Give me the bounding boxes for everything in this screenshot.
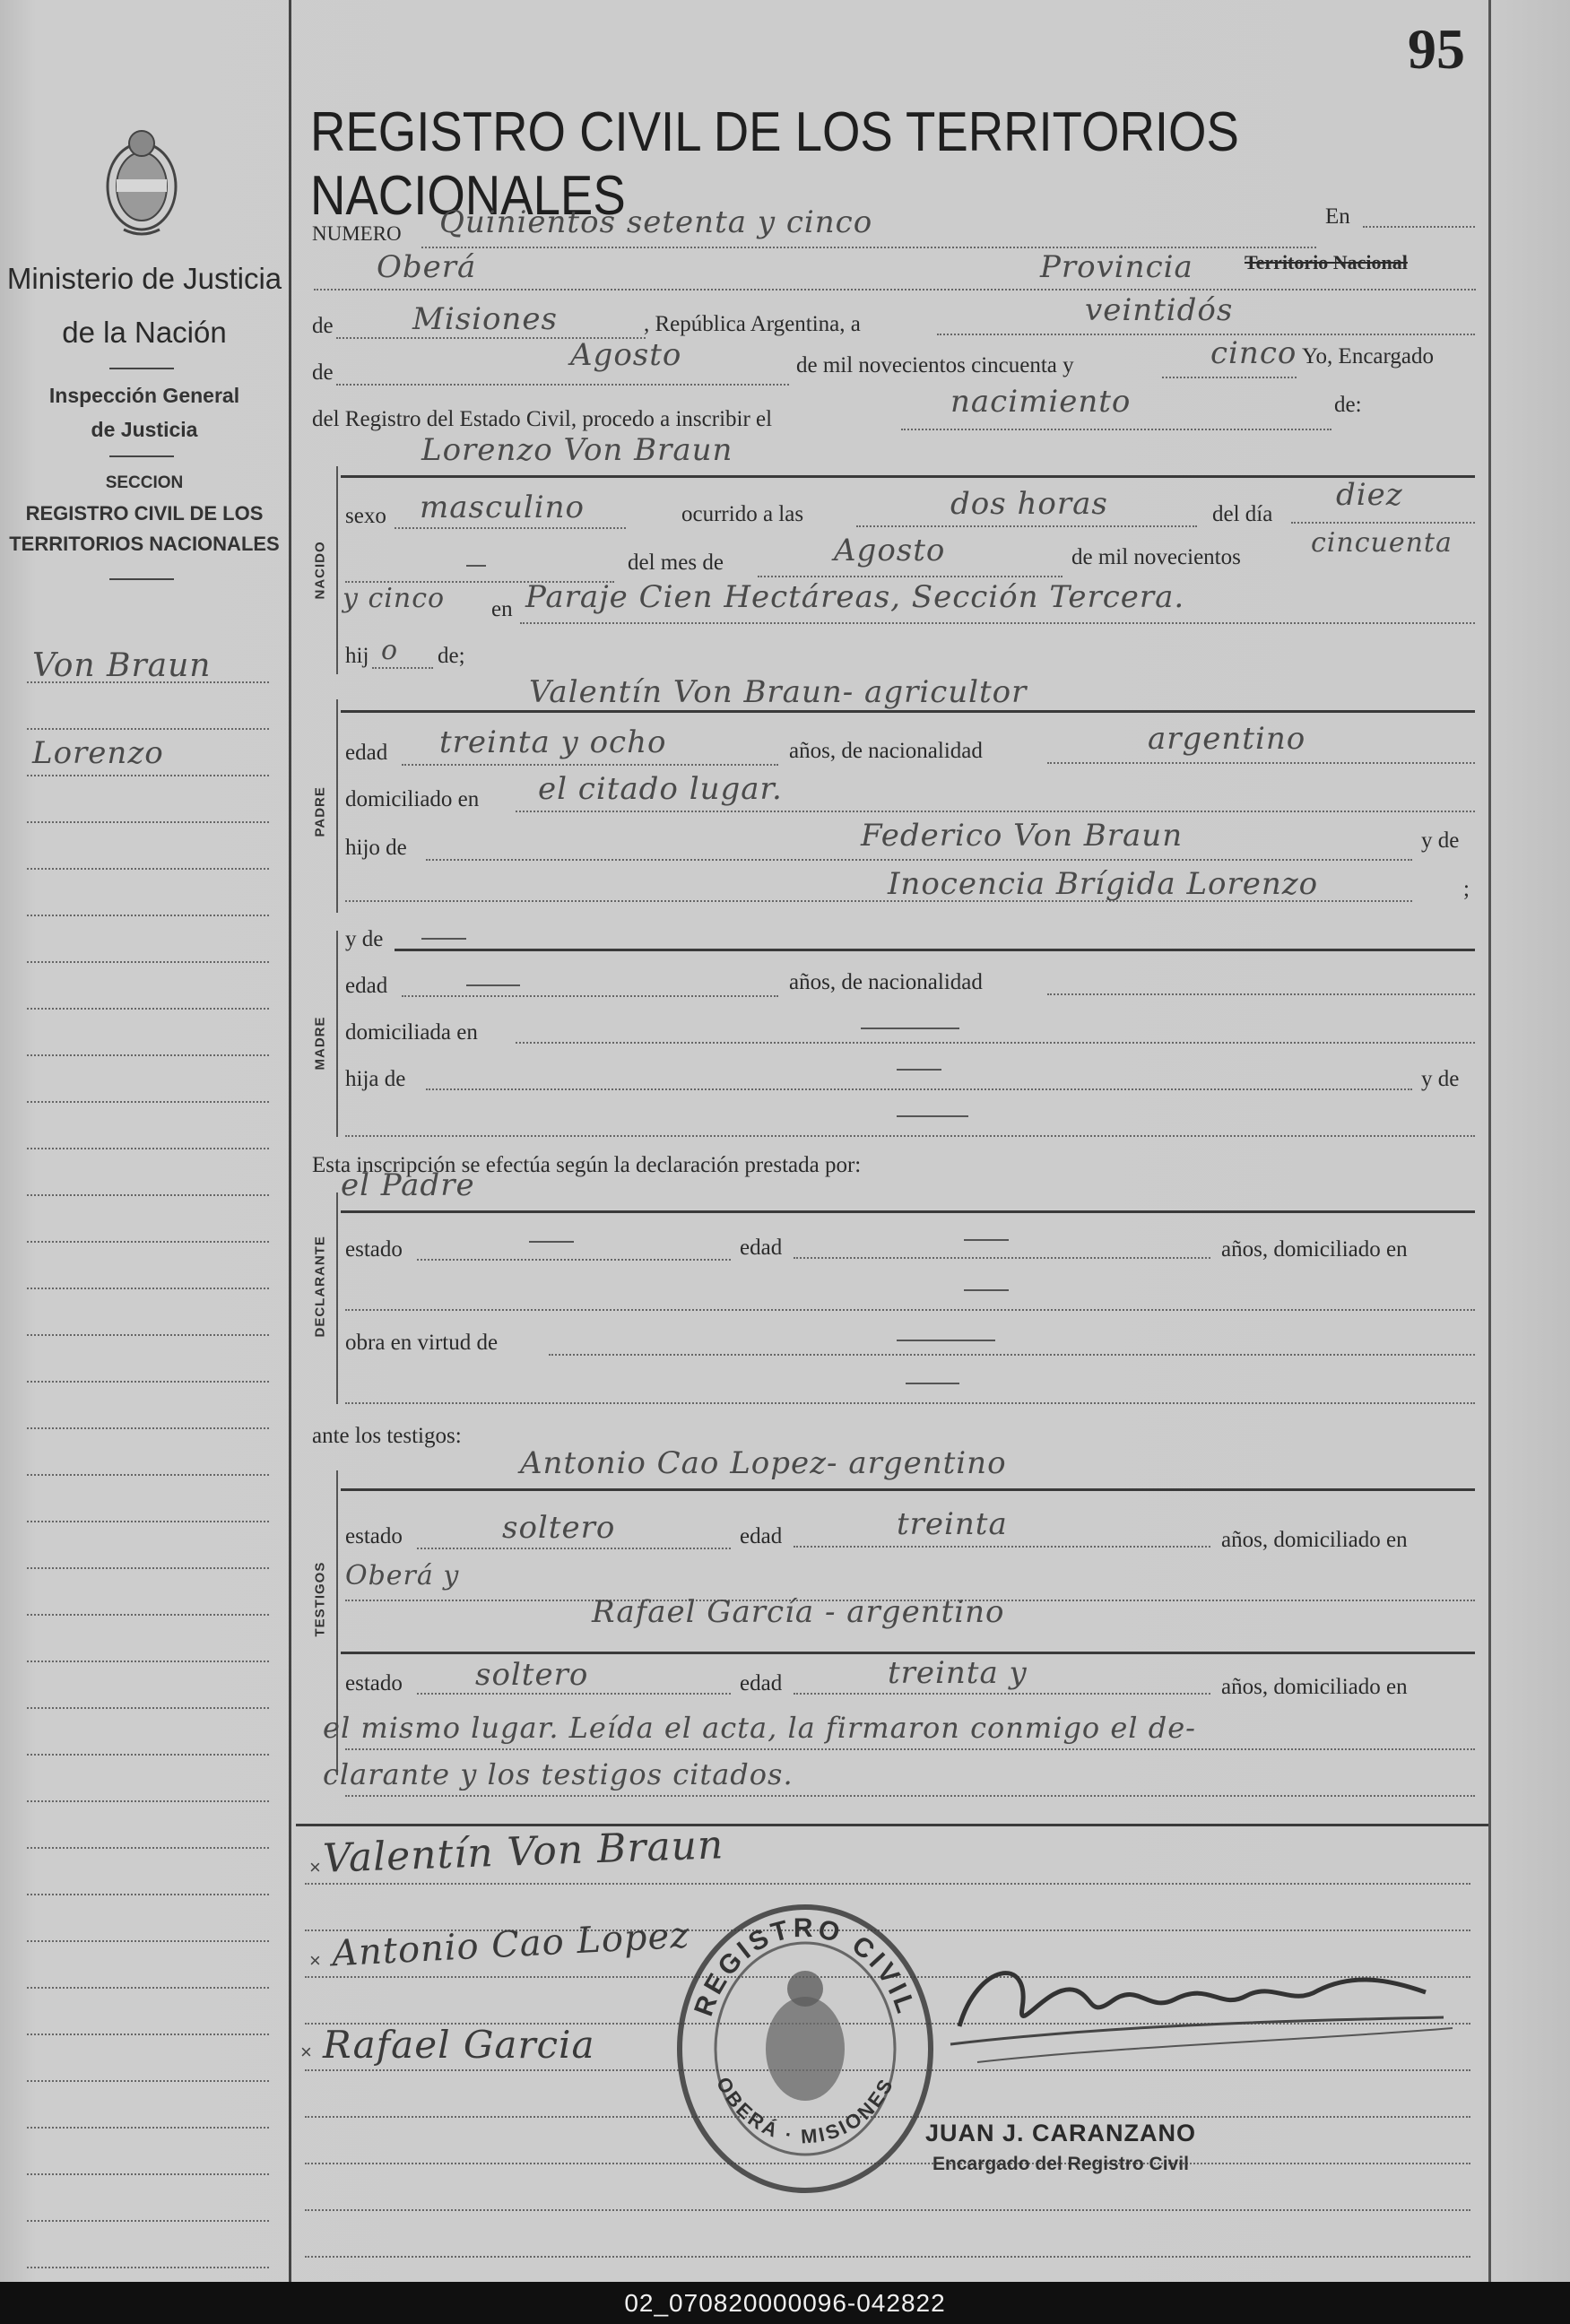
nacido-name: Lorenzo Von Braun [421, 432, 733, 468]
hora-line [856, 525, 1197, 527]
sidebar-rule-line [27, 1334, 269, 1336]
padre-padre-name: Federico Von Braun [861, 818, 1184, 854]
padre-domiciliado-label: domiciliado en [345, 787, 480, 811]
coat-of-arms-icon [97, 124, 186, 240]
provincia-value: Provincia [1040, 249, 1193, 285]
month-line [336, 384, 789, 386]
sidebar-rule-line [27, 1194, 269, 1196]
testigo-2-estado-line [417, 1693, 731, 1695]
encargado-label: Yo, Encargado [1302, 344, 1434, 369]
testigos-intro: ante los testigos: [312, 1424, 462, 1448]
page-title: REGISTRO CIVIL DE LOS TERRITORIOS NACIONALES [310, 101, 1239, 227]
testigo-1-estado-line [417, 1548, 731, 1549]
padre-section-label: PADRE [312, 786, 328, 837]
hijo-value: o [381, 635, 399, 666]
testigo-2-edad-line [794, 1693, 1210, 1695]
hijo-line [372, 667, 433, 669]
signature-declarante: Valentín Von Braun [322, 1822, 725, 1882]
declarante-edad-dash [964, 1239, 1009, 1241]
padre-y-de-label: y de [1421, 828, 1460, 853]
madre-nacionalidad-label: años, de nacionalidad [789, 970, 983, 994]
padre-nacionalidad-value: argentino [1148, 721, 1306, 757]
hijo-de-label: de; [438, 644, 465, 668]
sidebar-rule-line [27, 681, 269, 683]
sidebar-rule-line [27, 1800, 269, 1802]
seal-text-top: REGISTRO CIVIL [689, 1913, 922, 2020]
section-line-1: SECCION [105, 473, 184, 492]
mes-label: del mes de [628, 551, 724, 575]
signature-rule-line [305, 2209, 1470, 2211]
act-value: nacimiento [950, 384, 1132, 420]
declarante-edad-line [794, 1257, 1210, 1259]
section-line-2: REGISTRO CIVIL DE LOS [25, 502, 264, 525]
madre-domiciliada-line [516, 1042, 1475, 1044]
mes-line [758, 576, 1063, 577]
madre-name-dash [421, 938, 466, 940]
inspection-line-2: de Justicia [91, 418, 198, 441]
inspection-line-1: Inspección General [48, 384, 240, 407]
testigo-1-edad-value: treinta [897, 1506, 1008, 1542]
declarante-name: el Padre [341, 1167, 475, 1203]
sidebar-rule-line [27, 821, 269, 823]
nacido-section-label: NACIDO [312, 541, 328, 600]
testigo-2-edad-value: treinta y [888, 1655, 1028, 1691]
officer-signature-text [1040, 1967, 1098, 1980]
officer-name: JUAN J. CARANZANO [925, 2120, 1197, 2146]
madre-hija-de-label: hija de [345, 1067, 406, 1091]
padre-semicolon: ; [1463, 877, 1470, 901]
sidebar-rule-line [27, 2080, 269, 2082]
sidebar-rule-line [27, 2034, 269, 2035]
numero-value: Quinientos setenta y cinco [439, 204, 873, 240]
sidebar-rule-line [27, 1148, 269, 1149]
testigo-1-edad-line [794, 1546, 1210, 1548]
anio-value: cincuenta [1311, 527, 1453, 559]
de-label-2: de [312, 360, 334, 385]
day-line [937, 334, 1475, 335]
place-line [314, 289, 1476, 290]
madre-name-line [395, 949, 1475, 951]
nacido-bracket [336, 466, 338, 674]
day-value: veintidós [1085, 292, 1234, 328]
declarante-intro: Esta inscripción se efectúa según la declaración prestada por: [312, 1153, 862, 1177]
declarante-anios-label: años, domiciliado en [1221, 1237, 1408, 1262]
ministry-line-1: Ministerio de Justicia [6, 262, 282, 295]
mes-pre-dash [466, 565, 486, 567]
scan-id-footer: 02_070820000096-042822 [0, 2282, 1570, 2324]
declarante-estado-label: estado [345, 1237, 403, 1262]
en-line [1363, 226, 1475, 228]
sidebar-rule-line [27, 1754, 269, 1756]
testigo-2-anios-label: años, domiciliado en [1221, 1675, 1408, 1699]
padre-hijo-de-label: hijo de [345, 836, 407, 860]
signature-rule-line [305, 2256, 1470, 2258]
testigo-1-estado-value: soltero [502, 1510, 616, 1546]
section-line-3: TERRITORIOS NACIONALES [9, 533, 280, 555]
declarante-dom-line [345, 1309, 1475, 1311]
madre-y-de-label-2: y de [1421, 1067, 1460, 1091]
declarante-dom-dash [964, 1289, 1009, 1291]
nacido-name-line [341, 475, 1475, 478]
sexo-value: masculino [420, 490, 585, 525]
page-number: 95 [1408, 17, 1465, 81]
territorio-label: Territorio Nacional [1245, 251, 1408, 273]
hora-value: dos horas [950, 486, 1108, 522]
sexo-line [395, 527, 626, 529]
sidebar-rule-line [27, 961, 269, 963]
padre-domiciliado-line [516, 811, 1475, 812]
anio-value-2: y cinco [343, 583, 446, 614]
declarante-bracket [336, 1192, 338, 1404]
sidebar-rule-line [27, 1381, 269, 1383]
madre-last-line [345, 1135, 1475, 1137]
numero-label: NUMERO [312, 222, 402, 245]
madre-last-dash [897, 1115, 968, 1117]
sidebar-rule-line [27, 2267, 269, 2268]
declarante-last-dash [906, 1383, 959, 1384]
sig-mark-3: × [300, 2041, 312, 2063]
dia-label: del día [1212, 502, 1273, 526]
padre-bracket [336, 699, 338, 913]
testigo-1-name: Antonio Cao Lopez- argentino [520, 1445, 1007, 1481]
testigo-1-name-line [341, 1488, 1475, 1491]
testigo-1-dom-value: Oberá y [345, 1560, 460, 1591]
sidebar-divider [289, 0, 291, 2282]
padre-domiciliado-value: el citado lugar. [538, 771, 783, 807]
seal-text-bottom: OBERÁ · MISIONES [711, 2073, 898, 2148]
sidebar-rule-line [27, 1008, 269, 1010]
sidebar-rule-line [27, 1521, 269, 1522]
sidebar-rule-3 [109, 578, 174, 580]
testigo-2-estado-value: soltero [475, 1657, 589, 1693]
sidebar-rule-line [27, 2127, 269, 2129]
sidebar-rule-line [27, 1661, 269, 1662]
en-label: En [1325, 204, 1350, 229]
sidebar-rule-line [27, 2220, 269, 2222]
lugar-value: Paraje Cien Hectáreas, Sección Tercera. [525, 579, 1185, 615]
testigo-2-name: Rafael García - argentino [592, 1594, 1005, 1630]
declarante-obra-label: obra en virtud de [345, 1331, 499, 1355]
sig-mark-1: × [309, 1856, 321, 1878]
testigo-2-name-line [341, 1652, 1475, 1654]
padre-name-line [341, 710, 1475, 713]
sidebar-rule-line [27, 2173, 269, 2175]
sidebar-rule-line [27, 775, 269, 776]
madre-domiciliada-dash [861, 1028, 959, 1029]
padre-madre-name: Inocencia Brígida Lorenzo [888, 866, 1319, 902]
officer-signature-icon [924, 1928, 1462, 2080]
month-value: Agosto [570, 337, 682, 373]
madre-edad-label: edad [345, 974, 388, 998]
sidebar-rule-line [27, 1847, 269, 1849]
right-edge-line [1488, 0, 1491, 2282]
sidebar-rule-2 [109, 455, 174, 457]
signature-area-top [296, 1824, 1488, 1826]
lugar-line [520, 622, 1475, 624]
padre-nacionalidad-line [1047, 762, 1475, 764]
sidebar-rule-line [27, 1474, 269, 1476]
place-value: Oberá [377, 249, 477, 285]
madre-section-label: MADRE [312, 1016, 328, 1071]
republica-label: , República Argentina, a [644, 312, 861, 336]
sig-mark-2: × [309, 1949, 321, 1972]
closing-line-2-rule [345, 1795, 1475, 1797]
signature-rule-line [305, 1883, 1470, 1885]
padre-nacionalidad-label: años, de nacionalidad [789, 739, 983, 763]
officer-title: Encargado del Registro Civil [932, 2154, 1189, 2174]
year-value: cinco [1210, 335, 1297, 371]
ocurrido-label: ocurrido a las [681, 502, 804, 526]
closing-line-2: clarante y los testigos citados. [323, 1757, 794, 1791]
act-line [901, 429, 1331, 430]
sidebar-rule-line [27, 915, 269, 916]
province-value: Misiones [412, 301, 558, 337]
padre-edad-line [402, 764, 778, 766]
sidebar-rule-1 [109, 368, 174, 369]
de-label-1: de [312, 314, 334, 338]
sidebar-rule-line [27, 1241, 269, 1243]
madre-hija-de-dash [897, 1069, 941, 1071]
padre-name: Valentín Von Braun- agricultor [529, 674, 1028, 710]
signature-witness-1: Antonio Cao Lopez [331, 1914, 691, 1975]
closing-line-1: el mismo lugar. Leída el acta, la firmaron conmigo el de- [323, 1711, 1196, 1745]
madre-bracket [336, 931, 338, 1137]
declarante-obra-line [549, 1354, 1475, 1356]
declarante-last-line [345, 1402, 1475, 1404]
testigo-1-edad-label: edad [740, 1524, 783, 1548]
declarante-edad-label: edad [740, 1236, 783, 1260]
dia-value: diez [1336, 477, 1403, 513]
sidebar-rule-line [27, 728, 269, 730]
registro-label: del Registro del Estado Civil, procedo a inscribir el [312, 407, 773, 431]
sidebar-rule-line [27, 1614, 269, 1616]
padre-hijo-de-line [426, 859, 1412, 861]
sidebar-rule-line [27, 868, 269, 870]
padre-edad-value: treinta y ocho [439, 724, 667, 760]
testigo-2-edad-label: edad [740, 1671, 783, 1695]
year-line [1162, 377, 1297, 378]
padre-edad-label: edad [345, 741, 388, 765]
madre-edad-line [402, 995, 778, 997]
sidebar-surname: Von Braun [32, 647, 212, 684]
registro-civil-seal-icon [671, 1901, 940, 2197]
sidebar-given-name: Lorenzo [32, 735, 164, 771]
year-label: de mil novecientos cincuenta y [796, 353, 1074, 377]
sidebar-rule-line [27, 1427, 269, 1429]
sexo-label: sexo [345, 504, 386, 528]
sidebar-rule-line [27, 1101, 269, 1103]
madre-hija-de-line [426, 1088, 1412, 1090]
numero-line [421, 247, 1316, 248]
declarante-section-label: DECLARANTE [312, 1236, 328, 1338]
declarante-obra-dash [897, 1340, 995, 1341]
madre-y-de-label: y de [345, 927, 384, 951]
sidebar-rule-line [27, 1894, 269, 1895]
testigo-1-estado-label: estado [345, 1524, 403, 1548]
declarante-name-line [341, 1210, 1475, 1213]
madre-domiciliada-label: domiciliada en [345, 1020, 478, 1045]
sidebar-rule-line [27, 1707, 269, 1709]
testigo-1-anios-label: años, domiciliado en [1221, 1528, 1408, 1552]
madre-edad-dash [466, 984, 520, 986]
en-lugar-label: en [491, 597, 513, 621]
sidebar-rule-line [27, 1288, 269, 1289]
de-colon-label: de: [1334, 393, 1362, 417]
declarante-estado-line [417, 1259, 731, 1261]
sidebar-rule-line [27, 1987, 269, 1989]
madre-nacionalidad-line [1047, 993, 1475, 995]
signature-witness-2: Rafael Garcia [323, 2023, 595, 2067]
closing-line-1-rule [345, 1748, 1475, 1750]
hijo-label: hij [345, 644, 369, 668]
dia-line [1291, 522, 1475, 524]
sidebar-rule-line [27, 1567, 269, 1569]
sidebar-rule-line [27, 1054, 269, 1056]
sidebar-rule-line [27, 1940, 269, 1942]
ministry-line-2: de la Nación [62, 316, 227, 349]
declarante-estado-dash [529, 1241, 574, 1243]
anio-label: de mil novecientos [1071, 545, 1241, 569]
testigos-section-label: TESTIGOS [312, 1561, 328, 1637]
testigo-2-estado-label: estado [345, 1671, 403, 1695]
mes-value: Agosto [834, 533, 946, 568]
